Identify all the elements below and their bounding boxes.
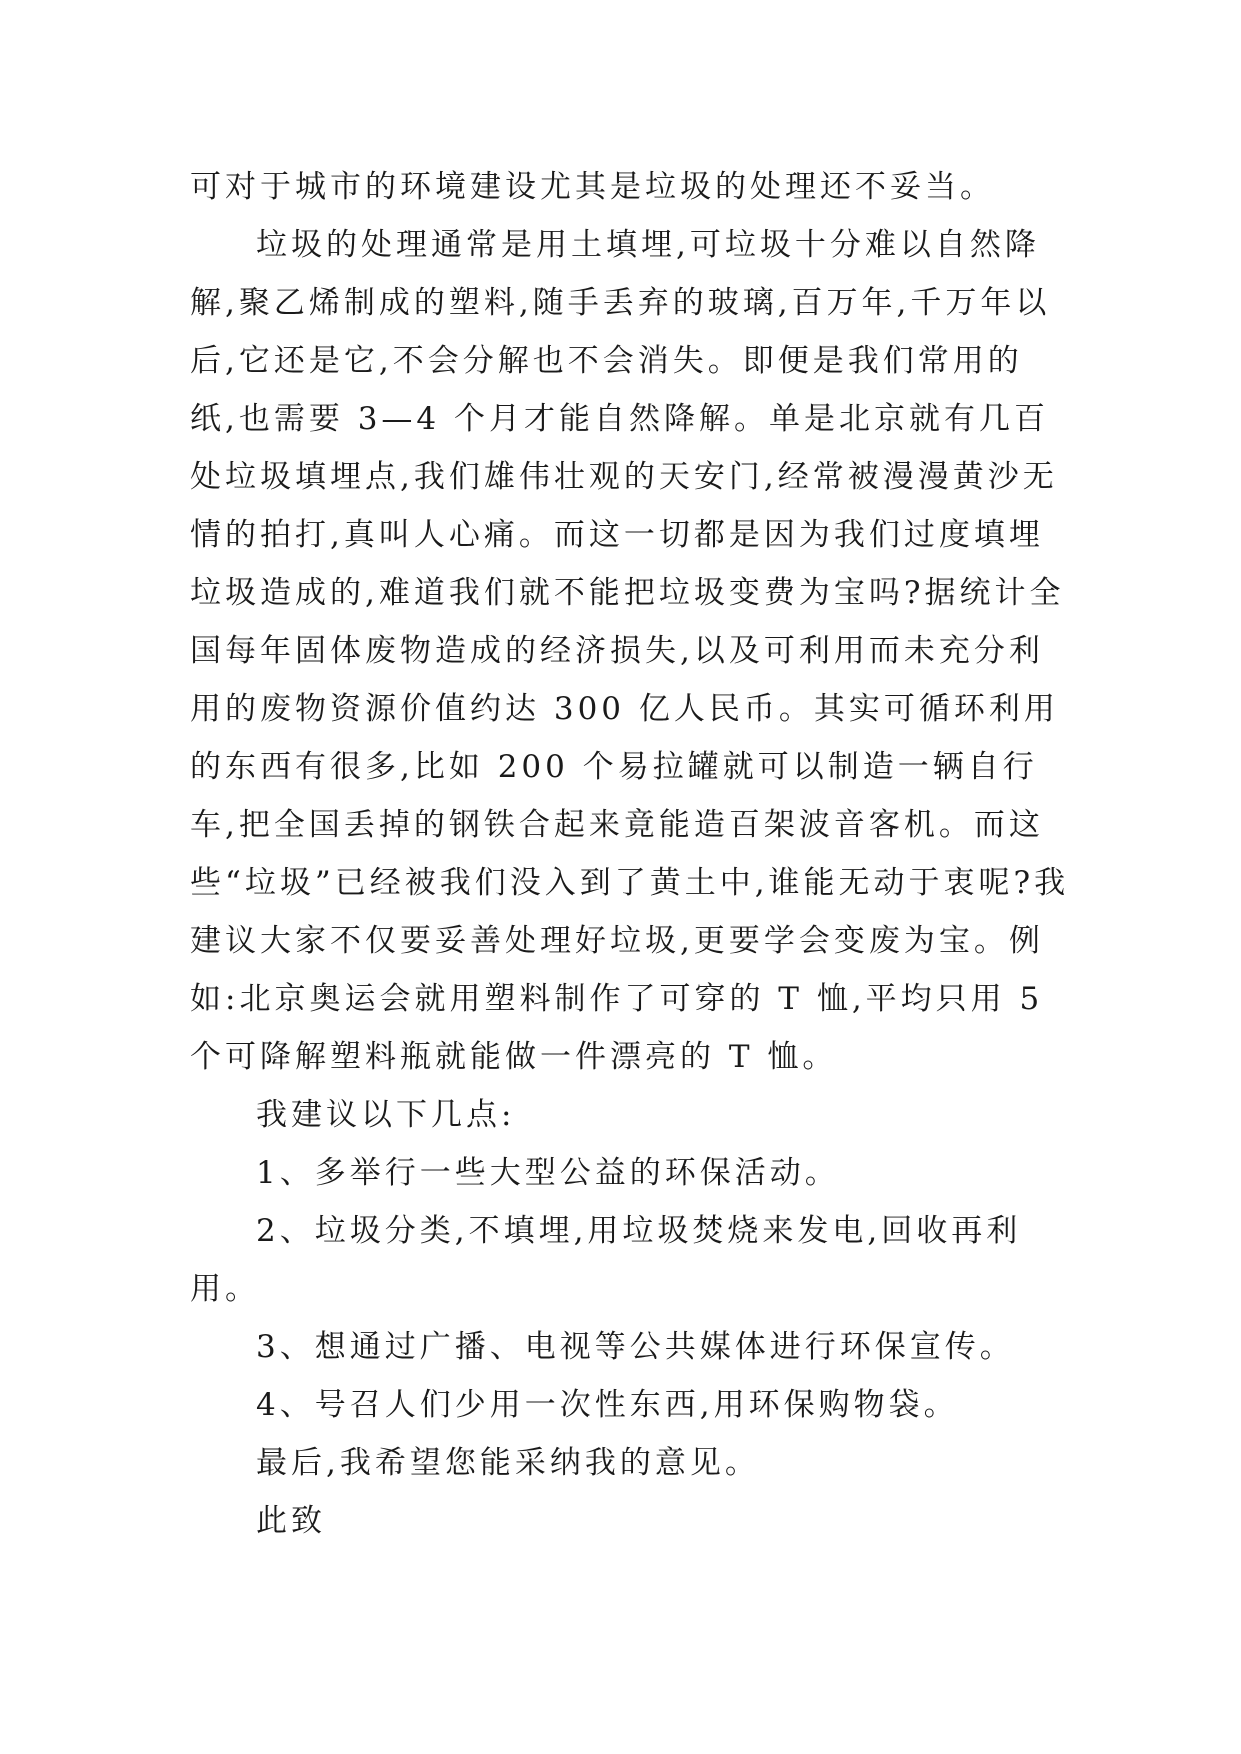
paragraph-garbage-disposal: 垃圾的处理通常是用土填埋,可垃圾十分难以自然降解,聚乙烯制成的塑料,随手丢弃的玻璃,百万年,千万年以后,它还是它,不会分解也不会消失。即便是我们常用的纸,也需要 3—4 个月才能自然降解。单是北京就有几百处垃圾填埋点,我们雄伟壮观的天安门,经常被漫漫黄沙无情的拍打,真叫人心痛。而这一切都是因为我们过度填埋垃圾造成的,难道我们就不能把垃圾变费为宝吗?据统计全国每年固体废物造成的经济损失,以及可利用而未充分利用的废物资源价值约达 300 亿人民币。其实可循环利用的东西有很多,比如 200 个易拉罐就可以制造一辆自行车,把全国丢掉的钢铁合起来竟能造百架波音客机。而这些“垃圾”已经被我们没入到了黄土中,谁能无动于衷呢?我建议大家不仅要妥善处理好垃圾,更要学会变废为宝。例如:北京奥运会就用塑料制作了可穿的 T 恤,平均只用 5 个可降解塑料瓶就能做一件漂亮的 T 恤。 <box>190 227 1070 1075</box>
suggestion-item-3: 3、想通过广播、电视等公共媒体进行环保宣传。 <box>256 1329 1015 1365</box>
closing-salutation: 此致 <box>256 1503 326 1539</box>
letter-body <box>190 158 1070 1550</box>
closing-remark: 最后,我希望您能采纳我的意见。 <box>256 1445 760 1481</box>
suggestion-item-2: 2、垃圾分类,不填埋,用垃圾焚烧来发电,回收再利用。 <box>190 1213 1022 1307</box>
suggestion-item-4: 4、号召人们少用一次性东西,用环保购物袋。 <box>256 1387 959 1423</box>
paragraph-continuation: 可对于城市的环境建设尤其是垃圾的处理还不妥当。 <box>190 169 995 205</box>
paragraph-suggestions-intro: 我建议以下几点: <box>256 1097 516 1133</box>
suggestion-item-1: 1、多举行一些大型公益的环保活动。 <box>256 1155 840 1191</box>
